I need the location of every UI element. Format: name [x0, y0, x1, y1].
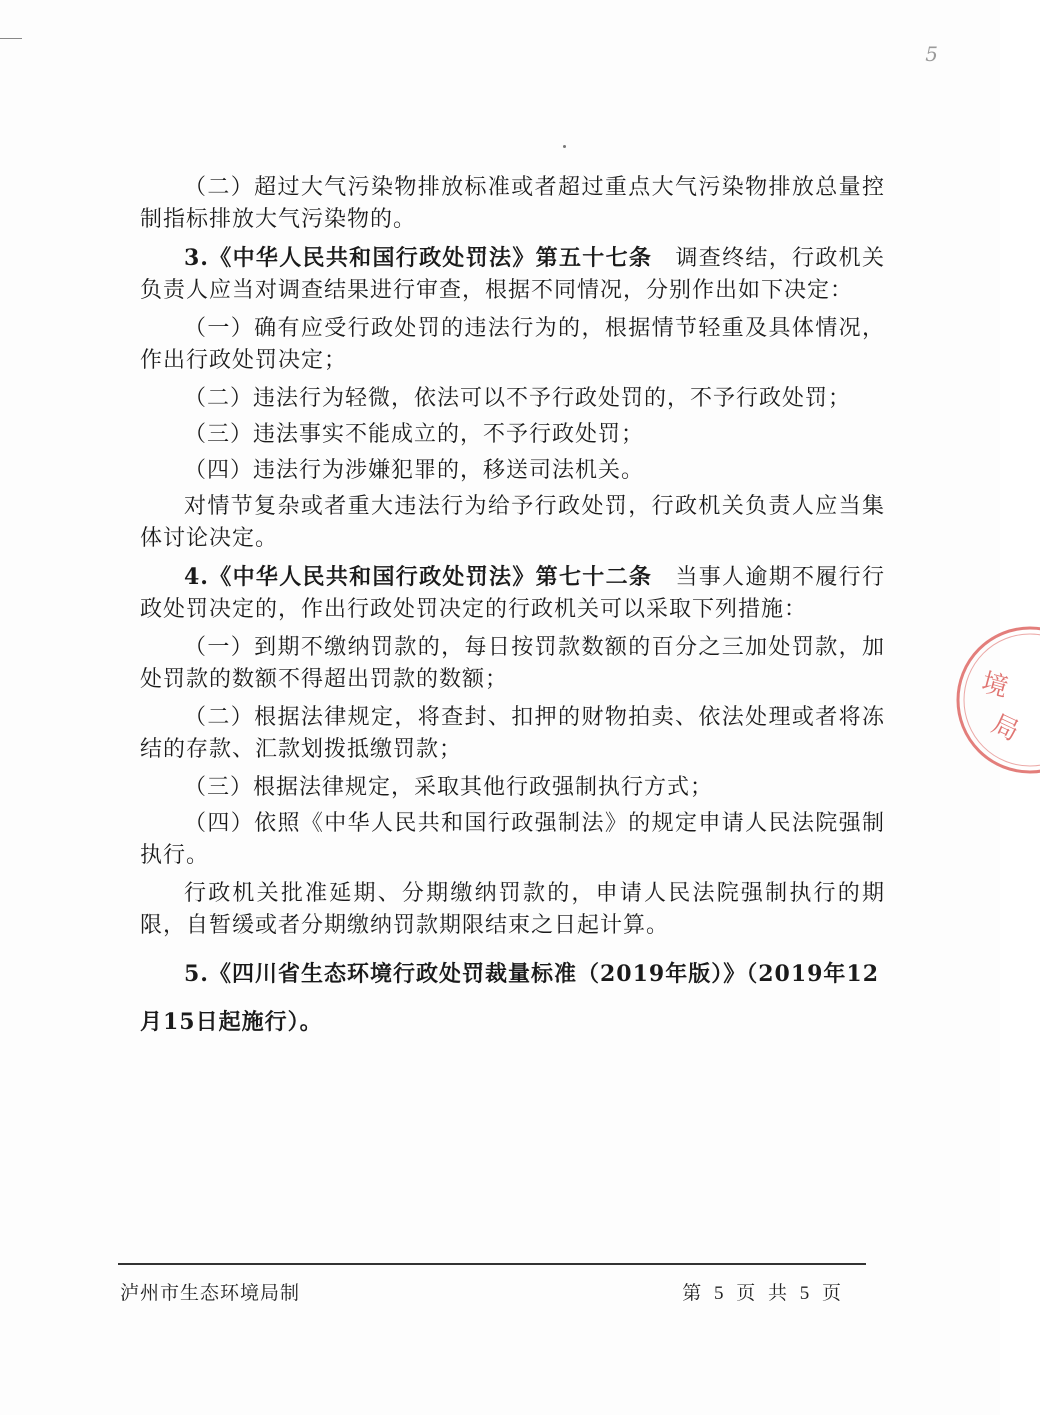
paragraph-article-72-item-1: （一）到期不缴纳罚款的，每日按罚款数额的百分之三加处罚款，加处罚款的数额不得超出罚款的数额； [140, 635, 885, 692]
official-seal-fragment [950, 620, 1040, 780]
footer-rule [118, 1263, 866, 1265]
paragraph-article-57-item-2: （二）违法行为轻微，依法可以不予行政处罚的，不予行政处罚； [184, 386, 852, 411]
handwritten-page-number: 5 [925, 42, 938, 66]
paragraph-article-72-note: 行政机关批准延期、分期缴纳罚款的，申请人民法院强制执行的期限，自暂缓或者分期缴纳罚款期限结束之日起计算。 [140, 881, 885, 938]
paragraph-article-72-item-4: （四）依照《中华人民共和国行政强制法》的规定申请人民法院强制执行。 [140, 811, 885, 868]
article-72-heading: 4.《中华人民共和国行政处罚法》第七十二条 [184, 564, 653, 590]
scan-corner-mark [0, 38, 22, 39]
paragraph-article-57 [140, 242, 885, 307]
paragraph-article-57-note: 对情节复杂或者重大违法行为给予行政处罚，行政机关负责人应当集体讨论决定。 [140, 494, 885, 551]
footer-page-number: 第 5 页 共 5 页 [682, 1283, 845, 1304]
scan-speck [563, 145, 566, 148]
paragraph-sichuan-standard: 5.《四川省生态环境行政处罚裁量标准（2019年版）》（2019年12月15日起施行）。 [140, 961, 880, 1035]
article-72-text: 当事人逾期不履行行政处罚决定的，作出行政处罚决定的行政机关可以采取下列措施： [140, 565, 885, 622]
paragraph-article-72-item-3: （三）根据法律规定，采取其他行政强制执行方式； [184, 775, 714, 800]
article-57-text: 调查终结，行政机关负责人应当对调查结果进行审查，根据不同情况，分别作出如下决定： [140, 246, 885, 303]
svg-text:局: 局 [987, 709, 1024, 748]
document-body [140, 172, 885, 1046]
paragraph-article-72-item-2: （二）根据法律规定，将查封、扣押的财物拍卖、依法处理或者将冻结的存款、汇款划拨抵缴罚款； [140, 705, 885, 762]
paragraph-article-57-item-4: （四）违法行为涉嫌犯罪的，移送司法机关。 [184, 458, 645, 483]
paragraph-article-72 [140, 561, 885, 626]
paragraph-article-57-item-3: （三）违法事实不能成立的，不予行政处罚； [184, 422, 645, 447]
svg-text:境: 境 [978, 667, 1012, 704]
paragraph-article-57-item-1: （一）确有应受行政处罚的违法行为的，根据情节轻重及具体情况，作出行政处罚决定； [140, 316, 885, 373]
article-57-heading: 3.《中华人民共和国行政处罚法》第五十七条 [184, 245, 653, 271]
footer-issuer: 泸州市生态环境局制 [120, 1283, 301, 1304]
paragraph-clause-2-item-2: （二）超过大气污染物排放标准或者超过重点大气污染物排放总量控制指标排放大气污染物的。 [140, 175, 885, 232]
